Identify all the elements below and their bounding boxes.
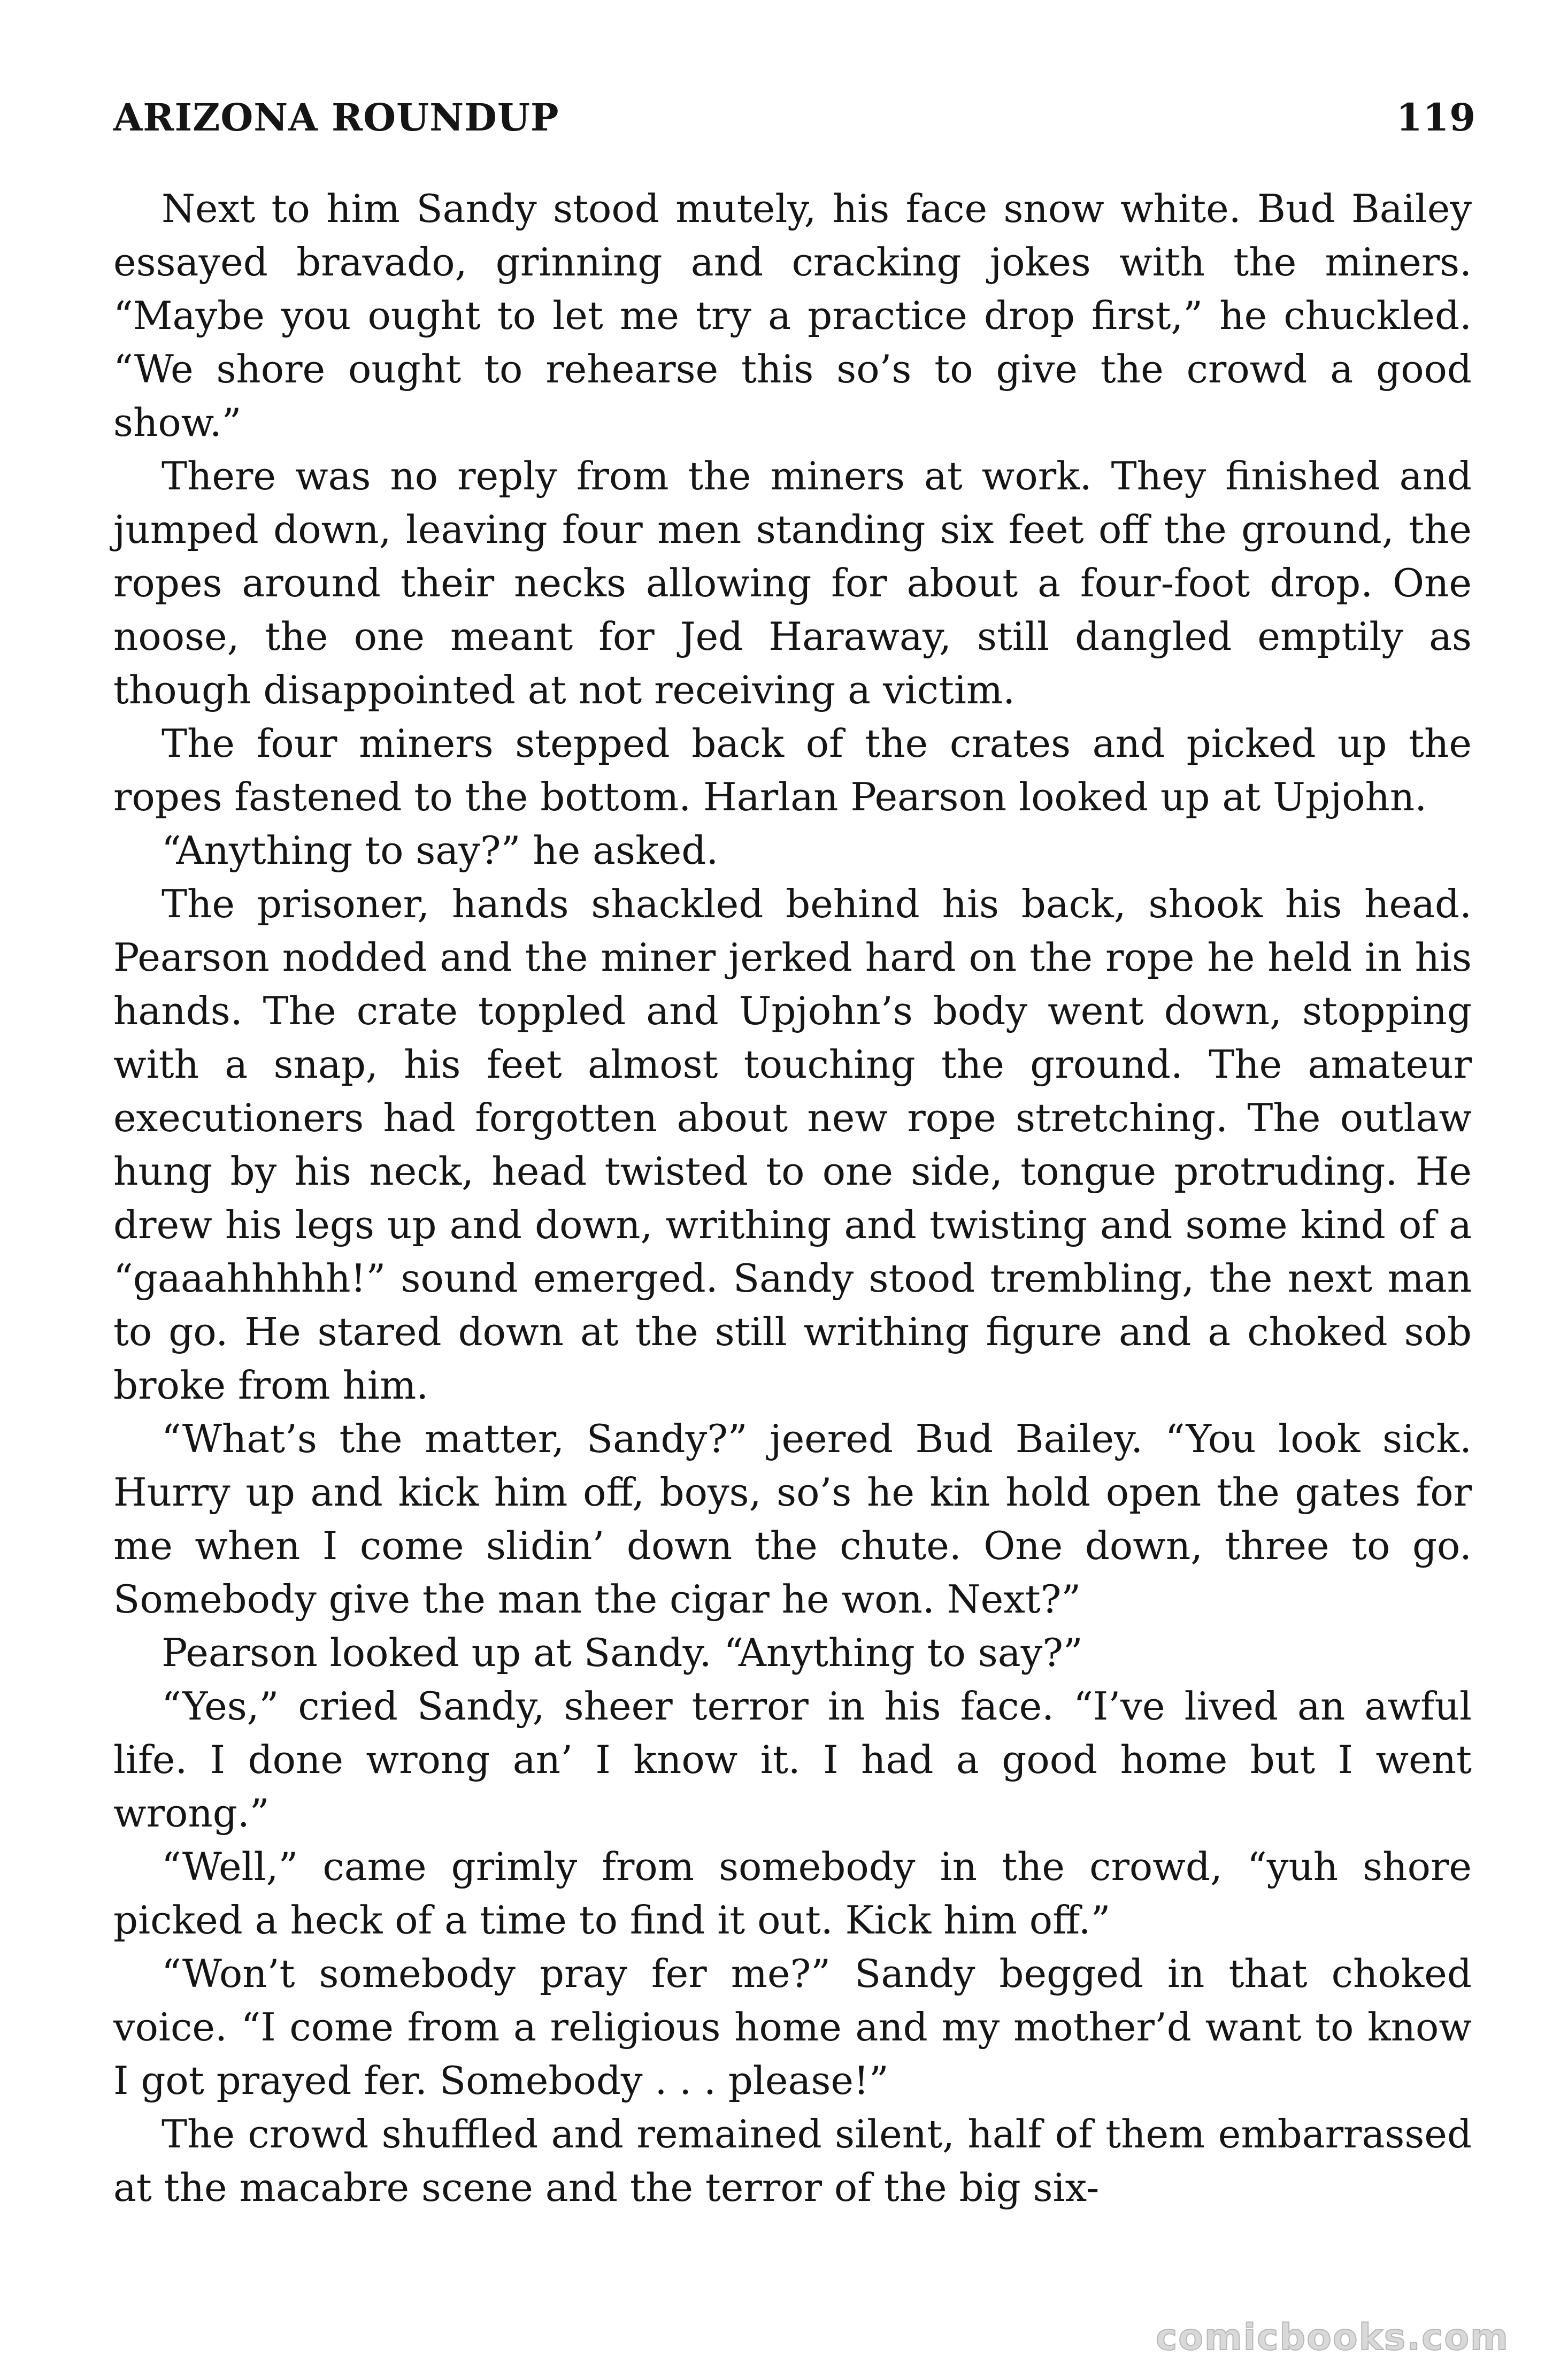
paragraph: Pearson looked up at Sandy. “Anything to say?” [162, 1630, 1083, 1675]
paragraph: “Anything to say?” he asked. [162, 828, 719, 873]
paragraph: The crowd shuffled and remained silent, half of them embarrassed at the macabre scene and the terror of the big six- [113, 2112, 1472, 2210]
paragraph: The four miners stepped back of the crates and picked up the ropes fastened to the bottom. Harlan Pearson looked up at Upjohn. [113, 721, 1472, 819]
paragraph: “Yes,” cried Sandy, sheer terror in his face. “I’ve lived an awful life. I done wrong an’ I know it. I had a good home but I went wrong.” [113, 1684, 1472, 1836]
paragraph: Next to him Sandy stood mutely, his face snow white. Bud Bailey essayed bravado, grinning and cracking jokes with the miners. “Maybe you ought to let me try a practice drop first,” he chuckled. “We shore ought to rehearse this so’s to give the crowd a good show.” [113, 186, 1472, 445]
paragraph: There was no reply from the miners at work. They finished and jumped down, leaving four men standing six feet off the ground, the ropes around their necks allowing for about a four-foot drop. One noose, the one meant for Jed Haraway, still dangled emptily as though disappointed at not receiving a victim. [113, 454, 1472, 712]
running-header [113, 95, 1476, 159]
watermark: comicbooks.com [1155, 2316, 1509, 2359]
paragraph: “Well,” came grimly from somebody in the crowd, “yuh shore picked a heck of a time to find it out. Kick him off.” [113, 1844, 1472, 1943]
paragraph: “What’s the matter, Sandy?” jeered Bud Bailey. “You look sick. Hurry up and kick him off, boys, so’s he kin hold open the gates for me when I come slidin’ down the chute. One down, three to go. Somebody give the man the cigar he won. Next?” [113, 1416, 1472, 1622]
paragraph: The prisoner, hands shackled behind his back, shook his head. Pearson nodded and the miner jerked hard on the rope he held in his hands. The crate toppled and Upjohn’s body went down, stopping with a snap, his feet almost touching the ground. The amateur executioners had forgotten about new rope stretching. The outlaw hung by his neck, head twisted to one side, tongue protruding. He drew his legs up and down, writhing and twisting and some kind of a “gaaahhhhh!” sound emerged. Sandy stood trembling, the next man to go. He stared down at the still writhing figure and a choked sob broke from him. [113, 881, 1472, 1408]
page-number: 119 [1396, 95, 1476, 140]
book-title: ARIZONA ROUNDUP [113, 95, 559, 140]
body-text [113, 182, 1472, 2214]
paragraph: “Won’t somebody pray fer me?” Sandy begged in that choked voice. “I come from a religious home and my mother’d want to know I got prayed fer. Somebody . . . please!” [113, 1951, 1472, 2103]
